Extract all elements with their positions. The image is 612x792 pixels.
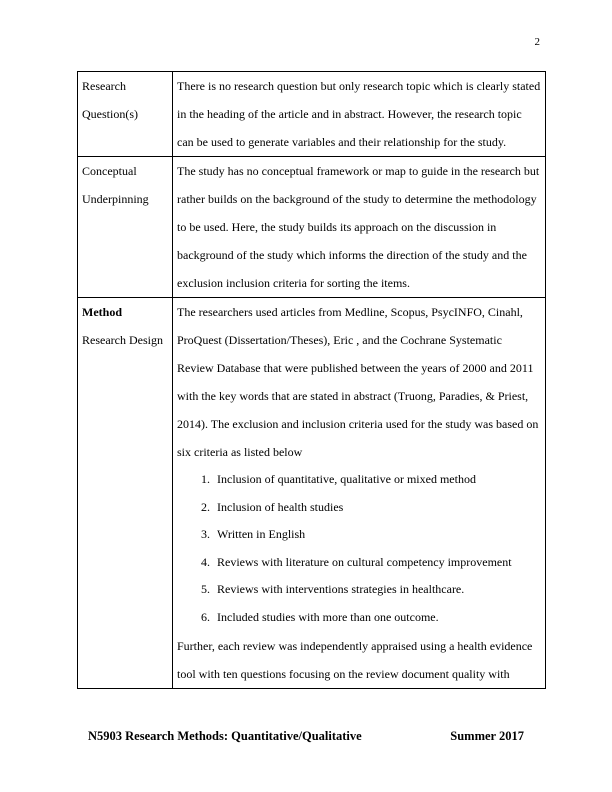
- label-heading: Method: [82, 305, 122, 319]
- label-line: Conceptual: [82, 164, 137, 178]
- footer: [88, 729, 524, 744]
- label-line: Research Design: [82, 333, 163, 347]
- label-line: Question(s): [82, 107, 138, 121]
- table-row-method: [78, 298, 546, 689]
- row-label: [78, 298, 173, 689]
- label-line: Underpinning: [82, 192, 149, 206]
- paragraph: Further, each review was independently appraised using a health evidence tool with ten questions focusing on the review document quality with: [177, 638, 533, 681]
- paragraph: The study has no conceptual framework or map to guide in the research but rather builds on the background of the study to determine the methodology to be used. Here, the study builds its approach on the discussion in background of the study which informs the direction of the study and the exclusion inclusion criteria for sorting the items.: [177, 164, 540, 290]
- paragraph: There is no research question but only research topic which is clearly stated in the heading of the article and in abstract. However, the research topic can be used to generate variables and their relationship for the study.: [177, 79, 541, 149]
- appraisal-table: [77, 71, 546, 689]
- table-row-research-question: [78, 72, 546, 157]
- list-item: 6. Included studies with more than one outcome.: [213, 604, 541, 632]
- list-item: 4. Reviews with literature on cultural competency improvement: [213, 549, 541, 577]
- row-label: [78, 72, 173, 157]
- row-content: [173, 298, 546, 689]
- label-line: Research: [82, 79, 126, 93]
- row-content: [173, 72, 546, 157]
- table-row-conceptual-underpinning: [78, 157, 546, 298]
- page-number: 2: [534, 36, 540, 48]
- criteria-list: [177, 466, 541, 632]
- row-content: [173, 157, 546, 298]
- list-item: 2. Inclusion of health studies: [213, 494, 541, 522]
- row-label: [78, 157, 173, 298]
- paragraph: The researchers used articles from Medline, Scopus, PsycINFO, Cinahl, ProQuest (Dissertation/Theses), Eric , and the Cochrane Systematic Review Database that were published between the years of 2000 and 2011 with the key words that are stated in abstract (Truong, Paradies, & Priest, 2014). The exclusion and inclusion criteria used for the study was based on six criteria as listed below: [177, 305, 539, 459]
- list-item: 1. Inclusion of quantitative, qualitative or mixed method: [213, 466, 541, 494]
- footer-course-title: N5903 Research Methods: Quantitative/Qualitative: [88, 729, 362, 743]
- list-item: 5. Reviews with interventions strategies in healthcare.: [213, 576, 541, 604]
- list-item: 3. Written in English: [213, 521, 541, 549]
- footer-term: Summer 2017: [450, 729, 524, 743]
